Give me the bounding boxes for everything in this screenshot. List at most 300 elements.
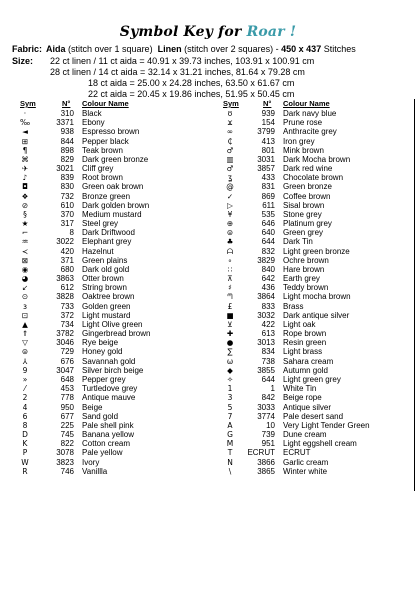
table-row bbox=[12, 265, 216, 274]
colour-name-cell: Sand gold bbox=[82, 411, 119, 421]
fabric-dims: 450 x 437 bbox=[281, 44, 322, 54]
table-row bbox=[12, 210, 216, 219]
table-row bbox=[12, 292, 216, 301]
table-row bbox=[12, 439, 216, 448]
colour-name-cell: Light Olive green bbox=[82, 319, 143, 329]
number-cell: 611 bbox=[262, 200, 275, 210]
symbol-cell: 8 bbox=[22, 420, 28, 430]
number-cell: 3033 bbox=[257, 402, 275, 412]
table-row bbox=[12, 228, 216, 237]
number-cell: 677 bbox=[60, 411, 74, 421]
table-row bbox=[12, 247, 216, 256]
colour-name-cell: Pale desert sand bbox=[283, 411, 344, 421]
number-cell: 422 bbox=[261, 319, 275, 329]
symbol-cell: ᗩ bbox=[226, 246, 234, 256]
number-cell: 834 bbox=[261, 347, 275, 357]
header-sym: Sym bbox=[223, 99, 239, 108]
table-row bbox=[12, 164, 216, 173]
number-cell: 420 bbox=[60, 246, 74, 256]
table-row bbox=[217, 302, 414, 311]
number-cell: 436 bbox=[261, 283, 275, 293]
symbol-cell: 4 bbox=[22, 402, 28, 412]
table-row bbox=[217, 283, 414, 292]
symbol-cell: ⊡ bbox=[21, 310, 29, 320]
colour-name-cell: Green bronze bbox=[283, 182, 332, 192]
colour-name-cell: Very Light Tender Green bbox=[283, 420, 370, 430]
table-row bbox=[217, 192, 414, 201]
colour-name-cell: Resin green bbox=[283, 338, 327, 348]
number-cell: 372 bbox=[60, 310, 74, 320]
symbol-cell: ✚ bbox=[226, 329, 234, 339]
number-cell: 3857 bbox=[257, 164, 275, 174]
symbol-cell: ∷ bbox=[227, 264, 233, 274]
colour-name-cell: Golden green bbox=[82, 301, 131, 311]
fabric-aida: Aida bbox=[46, 44, 66, 54]
colour-name-cell: Black bbox=[82, 109, 102, 118]
table-row bbox=[12, 219, 216, 228]
title-prefix: Symbol Key for bbox=[119, 24, 242, 40]
header-num: N° bbox=[263, 99, 272, 108]
number-cell: 676 bbox=[60, 356, 74, 366]
colour-name-cell: Root brown bbox=[82, 173, 123, 183]
symbol-cell: § bbox=[23, 209, 27, 219]
colour-name-cell: Dark Driftwood bbox=[82, 228, 135, 238]
colour-name-cell: Dark golden brown bbox=[82, 200, 150, 210]
colour-name-cell: Ochre brown bbox=[283, 255, 329, 265]
colour-name-cell: Teak brown bbox=[82, 145, 123, 155]
colour-name-cell: Turtledove grey bbox=[82, 384, 138, 394]
table-row bbox=[12, 283, 216, 292]
colour-name-cell: Iron grey bbox=[283, 136, 315, 146]
table-row bbox=[12, 384, 216, 393]
colour-name-cell: Beige bbox=[82, 402, 103, 412]
header-sym: Sym bbox=[20, 99, 36, 108]
colour-name-cell: Dark Tin bbox=[283, 237, 313, 247]
number-cell: 3799 bbox=[257, 127, 275, 137]
title-brand: Roar ! bbox=[246, 24, 297, 40]
symbol-cell: ▽ bbox=[22, 338, 28, 348]
number-cell: 1 bbox=[270, 384, 275, 394]
colour-name-cell: Garlic cream bbox=[283, 457, 329, 467]
table-row bbox=[217, 173, 414, 182]
colour-name-cell: Antique silver bbox=[283, 402, 332, 412]
table-row bbox=[12, 357, 216, 366]
number-cell: 680 bbox=[60, 264, 74, 274]
table-row bbox=[217, 210, 414, 219]
number-cell: 3863 bbox=[56, 274, 74, 284]
symbol-cell: R bbox=[22, 466, 28, 476]
table-row bbox=[217, 375, 414, 384]
table-row bbox=[12, 155, 216, 164]
table-row bbox=[12, 302, 216, 311]
symbol-cell: ⊞ bbox=[21, 136, 29, 146]
symbol-cell: ✈ bbox=[21, 164, 29, 174]
table-row bbox=[217, 109, 414, 118]
colour-name-cell: Savannah gold bbox=[82, 356, 136, 366]
number-cell: 610 bbox=[60, 200, 74, 210]
symbol-cell: ⊕ bbox=[226, 219, 234, 229]
symbol-cell: £ bbox=[227, 301, 233, 311]
number-cell: 3013 bbox=[257, 338, 275, 348]
symbol-cell: ⅄ bbox=[22, 356, 28, 366]
symbol-cell: ⊜ bbox=[226, 228, 234, 238]
table-row bbox=[12, 256, 216, 265]
colour-name-cell: Rye beige bbox=[82, 338, 119, 348]
number-cell: 938 bbox=[60, 127, 74, 137]
number-cell: 433 bbox=[261, 173, 275, 183]
header-num: N° bbox=[62, 99, 71, 108]
number-cell: 370 bbox=[60, 209, 74, 219]
symbol-cell: ⊠ bbox=[21, 255, 29, 265]
colour-name-cell: Pale yellow bbox=[82, 448, 123, 458]
table-row bbox=[217, 458, 414, 467]
number-cell: 310 bbox=[60, 109, 74, 118]
number-cell: 869 bbox=[261, 191, 275, 201]
number-cell: 832 bbox=[261, 246, 275, 256]
number-cell: 822 bbox=[60, 439, 74, 449]
colour-name-cell: Gingerbread brown bbox=[82, 329, 151, 339]
number-cell: 612 bbox=[60, 283, 74, 293]
symbol-cell: ω bbox=[226, 356, 234, 366]
number-cell: 3078 bbox=[56, 448, 74, 458]
number-cell: 644 bbox=[261, 237, 275, 247]
number-cell: 829 bbox=[60, 154, 74, 164]
table-row bbox=[217, 338, 414, 347]
symbol-cell: P bbox=[22, 448, 28, 458]
symbol-cell: ◉ bbox=[21, 264, 29, 274]
number-cell: 8 bbox=[69, 228, 74, 238]
table-row bbox=[217, 320, 414, 329]
table-row bbox=[217, 421, 414, 430]
symbol-cell: ▲ bbox=[22, 319, 28, 329]
colour-name-cell: Earth grey bbox=[283, 274, 320, 284]
number-cell: 833 bbox=[261, 301, 275, 311]
colour-name-cell: Medium mustard bbox=[82, 209, 142, 219]
table-row bbox=[12, 182, 216, 191]
number-cell: 535 bbox=[261, 209, 275, 219]
colour-name-cell: Dune cream bbox=[283, 430, 327, 440]
table-row bbox=[12, 146, 216, 155]
number-cell: 3865 bbox=[257, 466, 275, 476]
colour-name-cell: Sahara cream bbox=[283, 356, 334, 366]
left-column bbox=[12, 99, 216, 491]
number-cell: 225 bbox=[60, 420, 74, 430]
symbol-cell: ⊼ bbox=[227, 274, 233, 284]
symbol-cell: ▷ bbox=[227, 200, 233, 210]
symbol-cell: ∞ bbox=[226, 127, 234, 137]
symbol-cell: 9 bbox=[22, 365, 28, 375]
symbol-cell: ₵ bbox=[227, 136, 233, 146]
symbol-cell: ⊜ bbox=[21, 347, 29, 357]
number-cell: 3047 bbox=[56, 365, 74, 375]
table-row bbox=[217, 201, 414, 210]
symbol-cell: ❖ bbox=[21, 191, 29, 201]
colour-name-cell: Platinum grey bbox=[283, 219, 332, 229]
number-cell: 831 bbox=[261, 182, 275, 192]
colour-name-cell: Stone grey bbox=[283, 209, 322, 219]
colour-name-cell: Oaktree brown bbox=[82, 292, 135, 302]
table-row bbox=[217, 384, 414, 393]
symbol-cell: \ bbox=[228, 466, 232, 476]
number-cell: 844 bbox=[60, 136, 74, 146]
number-cell: 3855 bbox=[257, 365, 275, 375]
symbol-cell: T bbox=[227, 448, 233, 458]
number-cell: 646 bbox=[261, 219, 275, 229]
number-cell: 3371 bbox=[56, 118, 74, 128]
table-row bbox=[217, 265, 414, 274]
symbol-cell: ♣ bbox=[226, 237, 234, 247]
symbol-cell: D bbox=[22, 430, 28, 440]
symbol-cell: ✓ bbox=[226, 191, 234, 201]
table-row bbox=[12, 366, 216, 375]
colour-name-cell: Ebony bbox=[82, 118, 105, 128]
colour-name-cell: Chocolate brown bbox=[283, 173, 344, 183]
symbol-cell: ◆ bbox=[227, 365, 233, 375]
colour-name-cell: Hazelnut bbox=[82, 246, 114, 256]
number-cell: 3021 bbox=[56, 164, 74, 174]
table-row bbox=[12, 109, 216, 118]
table-row bbox=[217, 412, 414, 421]
number-cell: 732 bbox=[60, 191, 74, 201]
colour-name-cell: Antique mauve bbox=[82, 393, 136, 403]
number-cell: 951 bbox=[261, 439, 275, 449]
symbol-cell: ♂ bbox=[226, 145, 234, 155]
table-row bbox=[217, 182, 414, 191]
number-cell: 3031 bbox=[257, 154, 275, 164]
number-cell: 3032 bbox=[257, 310, 275, 320]
table-row bbox=[217, 219, 414, 228]
table-row bbox=[12, 458, 216, 467]
number-cell: 371 bbox=[60, 255, 74, 265]
symbol-cell: ɜ bbox=[23, 301, 27, 311]
table-row bbox=[217, 448, 414, 457]
number-cell: 317 bbox=[60, 219, 74, 229]
table-row bbox=[12, 403, 216, 412]
number-cell: 801 bbox=[261, 145, 275, 155]
table-row bbox=[217, 164, 414, 173]
number-cell: 842 bbox=[261, 393, 275, 403]
symbol-cell: ♪ bbox=[22, 173, 28, 183]
symbol-cell: ♂ bbox=[226, 164, 234, 174]
fabric-linen: Linen bbox=[157, 44, 182, 54]
symbol-cell: ϫ bbox=[227, 118, 233, 128]
colour-name-cell: Rope brown bbox=[283, 329, 327, 339]
colour-name-cell: Teddy brown bbox=[283, 283, 329, 293]
colour-name-cell: Cliff grey bbox=[82, 164, 114, 174]
header-name: Colour Name bbox=[283, 99, 330, 108]
number-cell: 648 bbox=[60, 374, 74, 384]
symbol-cell: ↙ bbox=[21, 283, 29, 293]
colour-name-cell: Green grey bbox=[283, 228, 324, 238]
table-row bbox=[12, 467, 216, 476]
table-row bbox=[217, 247, 414, 256]
number-cell: 3864 bbox=[257, 292, 275, 302]
colour-name-cell: Otter brown bbox=[82, 274, 124, 284]
size-label: Size: bbox=[12, 56, 34, 66]
symbol-cell: ʓ bbox=[227, 173, 233, 183]
colour-name-cell: Green plains bbox=[82, 255, 128, 265]
table-row bbox=[12, 137, 216, 146]
colour-name-cell: Bronze green bbox=[82, 191, 131, 201]
table-row bbox=[217, 155, 414, 164]
table-row bbox=[217, 430, 414, 439]
colour-name-cell: Dark Mocha brown bbox=[283, 154, 351, 164]
table-row bbox=[12, 311, 216, 320]
table-row bbox=[217, 329, 414, 338]
colour-name-cell: Vanillla bbox=[82, 466, 108, 476]
table-row bbox=[12, 274, 216, 283]
number-cell: 613 bbox=[261, 329, 275, 339]
number-cell: 3866 bbox=[257, 457, 275, 467]
symbol-cell: A bbox=[227, 420, 233, 430]
table-row bbox=[12, 320, 216, 329]
colour-name-cell: Mink brown bbox=[283, 145, 324, 155]
colour-name-cell: Beige rope bbox=[283, 393, 322, 403]
colour-name-cell: Dark old gold bbox=[82, 264, 130, 274]
symbol-cell: ⇑ bbox=[21, 329, 29, 339]
size-value-1: 22 ct linen / 11 ct aida = 40.91 x 39.73 inches, 103.91 x 100.91 cm bbox=[50, 56, 315, 66]
table-row bbox=[217, 403, 414, 412]
colour-name-cell: Elephant grey bbox=[82, 237, 132, 247]
table-row bbox=[217, 137, 414, 146]
colour-name-cell: Dark green bronze bbox=[82, 154, 149, 164]
colour-name-cell: Light brass bbox=[283, 347, 323, 357]
table-row bbox=[217, 228, 414, 237]
symbol-cell: G bbox=[227, 430, 233, 440]
symbol-cell: 6 bbox=[22, 411, 28, 421]
table-row bbox=[12, 430, 216, 439]
size-value-2: 28 ct linen / 14 ct aida = 32.14 x 31.21 inches, 81.64 x 79.28 cm bbox=[50, 67, 305, 77]
table-row bbox=[12, 329, 216, 338]
symbol-cell: ⁄ bbox=[24, 384, 26, 394]
table-row bbox=[12, 338, 216, 347]
number-cell: 729 bbox=[60, 347, 74, 357]
table-row bbox=[217, 357, 414, 366]
fabric-linen-note: (stitch over 2 squares) bbox=[184, 44, 274, 54]
table-row bbox=[217, 118, 414, 127]
symbol-cell: ⊻ bbox=[227, 319, 233, 329]
symbol-cell: ¶ bbox=[22, 145, 28, 155]
colour-name-cell: Green oak brown bbox=[82, 182, 144, 192]
symbol-cell: 5 bbox=[227, 402, 233, 412]
colour-name-cell: Brass bbox=[283, 301, 304, 311]
symbol-cell: ¥ bbox=[227, 209, 233, 219]
table-row bbox=[12, 192, 216, 201]
number-cell: 3022 bbox=[56, 237, 74, 247]
header-name: Colour Name bbox=[82, 99, 129, 108]
table-row bbox=[217, 393, 414, 402]
number-cell: 3828 bbox=[56, 292, 74, 302]
symbol-cell: ■ bbox=[226, 310, 234, 320]
table-row bbox=[217, 439, 414, 448]
colour-name-cell: Hare brown bbox=[283, 264, 325, 274]
colour-name-cell: Ivory bbox=[82, 457, 100, 467]
number-cell: 10 bbox=[266, 420, 275, 430]
colour-name-cell: Pepper black bbox=[82, 136, 129, 146]
symbol-cell: ▥ bbox=[226, 154, 234, 164]
size-value-4: 22 ct aida = 20.45 x 19.86 inches, 51.95 x 50.45 cm bbox=[88, 89, 295, 99]
colour-name-cell: Anthracite grey bbox=[283, 127, 337, 137]
number-cell: 734 bbox=[60, 319, 74, 329]
number-cell: 640 bbox=[261, 228, 275, 238]
colour-name-cell: Winter white bbox=[283, 466, 328, 476]
colour-name-cell: Honey gold bbox=[82, 347, 123, 357]
number-cell: 3829 bbox=[257, 255, 275, 265]
symbol-cell: ‰ bbox=[19, 118, 31, 128]
fabric-unit: Stitches bbox=[323, 44, 356, 54]
colour-name-cell: Light green bronze bbox=[283, 246, 350, 256]
table-row bbox=[217, 467, 414, 476]
symbol-cell: K bbox=[22, 439, 28, 449]
number-cell: 745 bbox=[60, 430, 74, 440]
colour-name-cell: String brown bbox=[82, 283, 127, 293]
fabric-label: Fabric: bbox=[12, 44, 43, 54]
table-row bbox=[12, 421, 216, 430]
table-row bbox=[12, 448, 216, 457]
number-cell: 898 bbox=[60, 145, 74, 155]
symbol-cell: ʊ bbox=[227, 109, 233, 118]
table-row bbox=[217, 146, 414, 155]
right-column bbox=[217, 99, 415, 491]
colour-name-cell: Silver birch beige bbox=[82, 365, 144, 375]
table-row bbox=[217, 366, 414, 375]
colour-name-cell: Pale shell pink bbox=[82, 420, 134, 430]
symbol-cell: ★ bbox=[21, 219, 29, 229]
colour-name-cell: Autumn gold bbox=[283, 365, 328, 375]
symbol-cell: ⌐ bbox=[21, 228, 29, 238]
number-cell: 3774 bbox=[257, 411, 275, 421]
symbol-cell: ◕ bbox=[21, 274, 29, 284]
symbol-cell: N bbox=[227, 457, 233, 467]
symbol-cell: ⌘ bbox=[21, 154, 29, 164]
table-row bbox=[12, 118, 216, 127]
table-row bbox=[12, 347, 216, 356]
colour-name-cell: Espresso brown bbox=[82, 127, 140, 137]
colour-name-cell: Banana yellow bbox=[82, 430, 135, 440]
colour-name-cell: Prune rose bbox=[283, 118, 323, 128]
table-row bbox=[12, 237, 216, 246]
symbol-cell: @ bbox=[226, 182, 234, 192]
number-cell: 739 bbox=[261, 430, 275, 440]
colour-name-cell: ECRUT bbox=[283, 448, 311, 458]
colour-name-cell: Steel grey bbox=[82, 219, 119, 229]
number-cell: 830 bbox=[60, 182, 74, 192]
colour-name-cell: Light eggshell cream bbox=[283, 439, 357, 449]
left-rows bbox=[12, 109, 216, 476]
table-row bbox=[217, 237, 414, 246]
colour-name-cell: Light mustard bbox=[82, 310, 131, 320]
table-row bbox=[12, 173, 216, 182]
colour-name-cell: Coffee brown bbox=[283, 191, 331, 201]
symbol-cell: 3 bbox=[227, 393, 233, 403]
symbol-cell: M bbox=[226, 439, 234, 449]
colour-name-cell: Cotton cream bbox=[82, 439, 131, 449]
colour-name-cell: Light mocha brown bbox=[283, 292, 351, 302]
number-cell: 154 bbox=[261, 118, 275, 128]
symbol-cell: ✧ bbox=[226, 374, 234, 384]
colour-name-cell: Dark navy blue bbox=[283, 109, 337, 118]
table-row bbox=[12, 375, 216, 384]
symbol-cell: ● bbox=[226, 338, 234, 348]
table-row bbox=[12, 201, 216, 210]
number-cell: 840 bbox=[261, 264, 275, 274]
table-row bbox=[217, 256, 414, 265]
symbol-cell: 2 bbox=[22, 393, 28, 403]
number-cell: ECRUT bbox=[247, 448, 275, 458]
symbol-cell: ≺ bbox=[21, 246, 29, 256]
number-cell: 733 bbox=[60, 301, 74, 311]
right-rows bbox=[217, 109, 414, 476]
